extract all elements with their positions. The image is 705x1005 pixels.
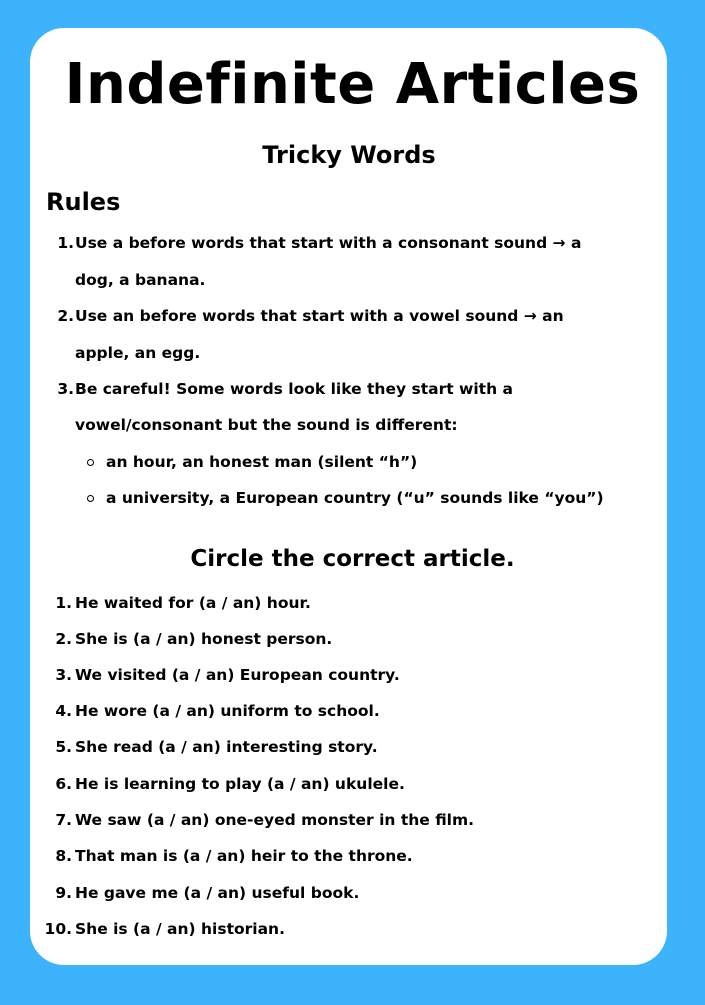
page-title: Indefinite Articles [64, 52, 641, 117]
exercise-number: 1. [55, 594, 72, 612]
bullet-icon [87, 459, 94, 466]
exercise-heading: Circle the correct article. [190, 546, 515, 572]
exercise-item: We saw (a / an) one-eyed monster in the film. [75, 811, 475, 829]
exercise-item: That man is (a / an) heir to the throne. [75, 847, 413, 865]
rule-text: Use an before words that start with a vowel sound → an [75, 307, 564, 325]
rule-number: 2. [57, 307, 74, 325]
exercise-number: 4. [55, 702, 72, 720]
bullet-icon [87, 495, 94, 502]
rule-number: 1. [57, 234, 74, 252]
rule-subitem: an hour, an honest man (silent “h”) [106, 453, 418, 471]
exercise-number: 3. [55, 666, 72, 684]
exercise-number: 9. [55, 884, 72, 902]
rule-subitem: a university, a European country (“u” sounds like “you”) [106, 489, 604, 507]
exercise-number: 6. [55, 775, 72, 793]
exercise-item: He gave me (a / an) useful book. [75, 884, 360, 902]
exercise-item: He is learning to play (a / an) ukulele. [75, 775, 405, 793]
exercise-number: 5. [55, 738, 72, 756]
exercise-number: 8. [55, 847, 72, 865]
rule-text: apple, an egg. [75, 344, 201, 362]
exercise-item: She read (a / an) interesting story. [75, 738, 378, 756]
rule-text: Use a before words that start with a consonant sound → a [75, 234, 582, 252]
exercise-number: 2. [55, 630, 72, 648]
rule-text: Be careful! Some words look like they start with a [75, 380, 513, 398]
exercise-item: He waited for (a / an) hour. [75, 594, 311, 612]
exercise-number: 10. [44, 920, 72, 938]
rules-heading: Rules [46, 188, 121, 216]
exercise-number: 7. [55, 811, 72, 829]
rule-number: 3. [57, 380, 74, 398]
rule-text: vowel/consonant but the sound is different: [75, 416, 458, 434]
exercise-item: We visited (a / an) European country. [75, 666, 400, 684]
rule-text: dog, a banana. [75, 271, 206, 289]
page-subtitle: Tricky Words [262, 141, 436, 169]
exercise-item: He wore (a / an) uniform to school. [75, 702, 380, 720]
exercise-item: She is (a / an) historian. [75, 920, 285, 938]
exercise-item: She is (a / an) honest person. [75, 630, 333, 648]
